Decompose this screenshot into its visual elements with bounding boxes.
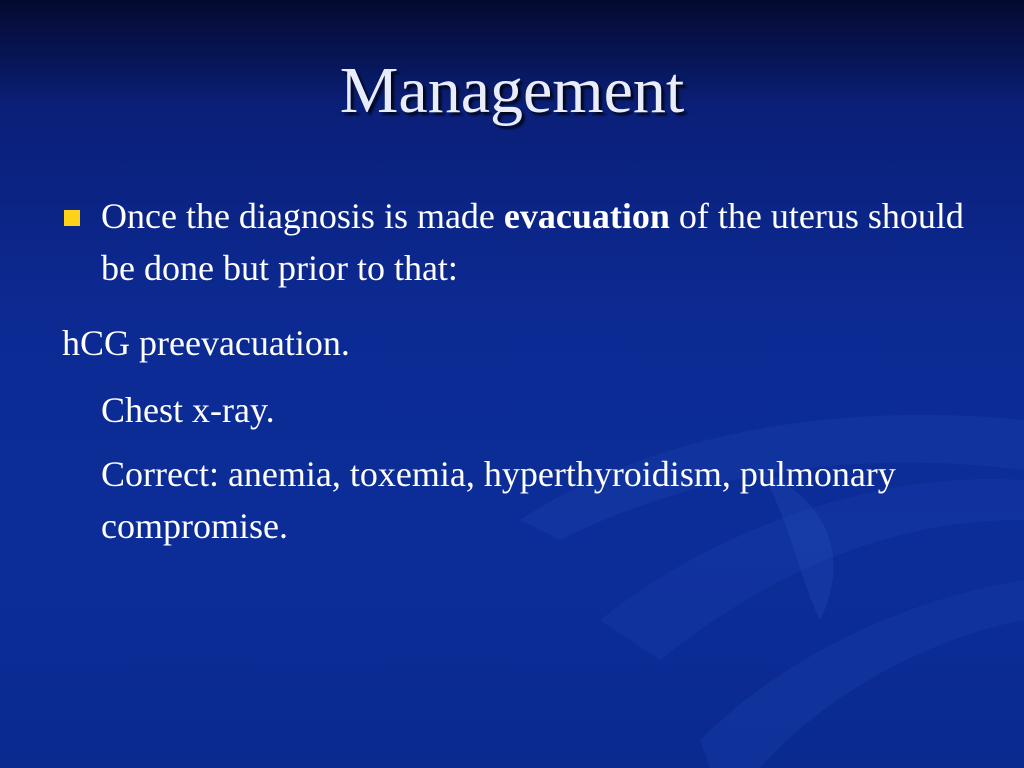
slide-title: Management bbox=[339, 54, 685, 127]
text-line-hcg: hCG preevacuation. bbox=[62, 323, 350, 363]
bullet-text-1-start: Once the diagnosis is made bbox=[101, 196, 504, 236]
bullet-text-1-end: of the uterus should be done but prior to that: bbox=[101, 196, 964, 288]
bullet-text-1 bbox=[101, 190, 981, 294]
bullet-text-1-bold: evacuation bbox=[503, 196, 670, 236]
text-line-correct: Correct: anemia, toxemia, hyperthyroidism, pulmonary compromise. bbox=[101, 454, 896, 546]
bullet-square-icon bbox=[64, 210, 80, 226]
text-line-chest-xray: Chest x-ray. bbox=[101, 390, 275, 430]
